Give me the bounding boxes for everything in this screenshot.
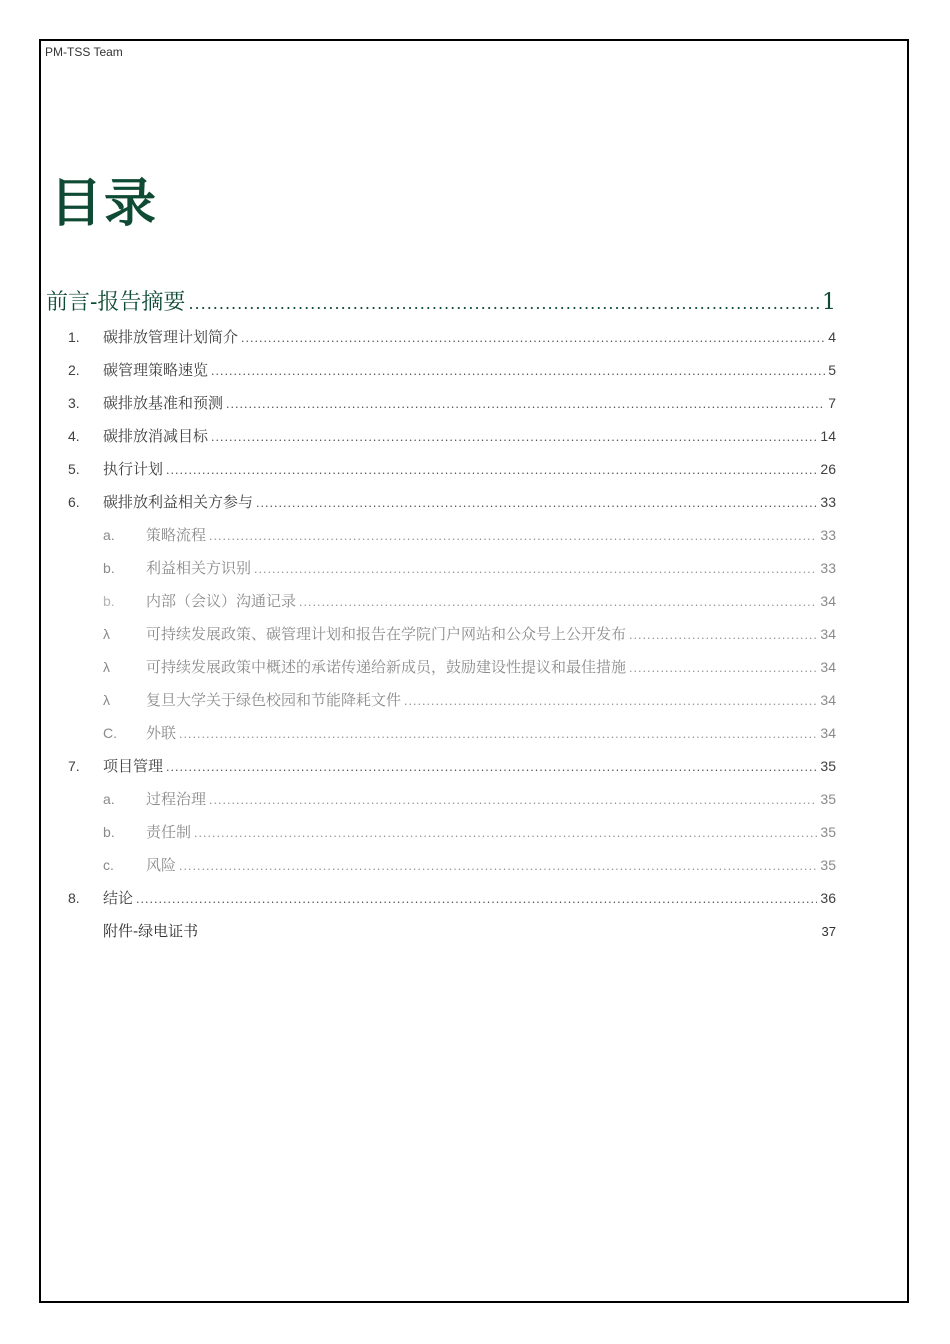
toc-entry-bullet: λ bbox=[103, 659, 110, 675]
toc-entry-number: 8. bbox=[68, 890, 80, 906]
toc-entry-page: 7 bbox=[828, 395, 836, 411]
toc-entry-number: b. bbox=[103, 560, 115, 576]
toc-entry-label: 过程治理 bbox=[146, 790, 207, 808]
toc-entry[interactable] bbox=[68, 755, 836, 775]
toc-entry-page: 5 bbox=[828, 362, 836, 378]
toc-leader-dots bbox=[209, 794, 817, 807]
toc-entry-label: 碳管理策略速览 bbox=[103, 361, 209, 379]
toc-entry-page: 35 bbox=[820, 824, 836, 840]
toc-entry-number: b. bbox=[103, 824, 115, 840]
toc-entry-page: 33 bbox=[820, 560, 836, 576]
toc-entry-page: 36 bbox=[820, 890, 836, 906]
toc-entry-label: 项目管理 bbox=[103, 757, 164, 775]
toc-leader-dots bbox=[226, 398, 825, 411]
toc-entry-label: 碳排放管理计划简介 bbox=[103, 328, 239, 346]
toc-subentry[interactable] bbox=[103, 854, 836, 874]
toc-entry-number: C. bbox=[103, 725, 117, 741]
toc-entry-appendix[interactable] bbox=[103, 920, 836, 940]
toc-leader-dots bbox=[166, 464, 817, 477]
toc-leader-dots bbox=[179, 728, 817, 741]
toc-entry-label: 前言-报告摘要 bbox=[46, 290, 186, 315]
toc-entry-number: 6. bbox=[68, 494, 80, 510]
toc-leader-dots bbox=[299, 596, 817, 609]
toc-entry-page: 1 bbox=[822, 290, 836, 315]
toc-leader-dots bbox=[629, 629, 817, 642]
toc-entry[interactable] bbox=[68, 392, 836, 412]
toc-entry-page: 34 bbox=[820, 725, 836, 741]
toc-entry-page: 34 bbox=[820, 692, 836, 708]
toc-entry-label: 责任制 bbox=[146, 823, 192, 841]
toc-entry-label: 碳排放基准和预测 bbox=[103, 394, 224, 412]
toc-leader-dots bbox=[256, 497, 817, 510]
toc-entry-page: 34 bbox=[820, 593, 836, 609]
toc-entry[interactable] bbox=[68, 887, 836, 907]
toc-entry-label: 外联 bbox=[146, 724, 177, 742]
toc-subentry[interactable] bbox=[103, 821, 836, 841]
toc-entry-label: 执行计划 bbox=[103, 460, 164, 478]
toc-entry-label: 策略流程 bbox=[146, 526, 207, 544]
toc-subentry[interactable] bbox=[103, 656, 836, 676]
toc-entry[interactable] bbox=[68, 458, 836, 478]
toc-leader-dots bbox=[188, 294, 819, 313]
header-team-label: PM-TSS Team bbox=[45, 45, 123, 59]
toc-leader-dots bbox=[211, 431, 817, 444]
toc-entry-bullet: λ bbox=[103, 626, 110, 642]
toc-entry-page: 26 bbox=[820, 461, 836, 477]
toc-entry-number: c. bbox=[103, 857, 114, 873]
toc-entry-page: 34 bbox=[820, 626, 836, 642]
toc-leader-dots bbox=[209, 530, 817, 543]
toc-subentry[interactable] bbox=[103, 722, 836, 742]
toc-leader-dots bbox=[211, 365, 825, 378]
toc-subentry[interactable] bbox=[103, 788, 836, 808]
toc-leader-dots bbox=[179, 860, 817, 873]
toc-entry-page: 35 bbox=[820, 758, 836, 774]
toc-entry[interactable] bbox=[68, 359, 836, 379]
toc-entry-number: 4. bbox=[68, 428, 80, 444]
toc-entry[interactable] bbox=[68, 425, 836, 445]
toc-entry-label: 风险 bbox=[146, 856, 177, 874]
toc-entry-page: 35 bbox=[820, 791, 836, 807]
toc-entry-label: 结论 bbox=[103, 889, 134, 907]
toc-entry-label: 内部（会议）沟通记录 bbox=[146, 592, 297, 610]
toc-subentry[interactable] bbox=[103, 623, 836, 643]
toc-leader-dots bbox=[254, 563, 817, 576]
toc-entry-number: 5. bbox=[68, 461, 80, 477]
toc-entry-page: 33 bbox=[820, 527, 836, 543]
toc-entry-label: 可持续发展政策、碳管理计划和报告在学院门户网站和公众号上公开发布 bbox=[146, 625, 627, 643]
toc-entry-label: 复旦大学关于绿色校园和节能降耗文件 bbox=[146, 691, 402, 709]
toc-entry-page: 37 bbox=[821, 924, 836, 939]
toc-leader-dots bbox=[136, 893, 817, 906]
toc-entry-label: 利益相关方识别 bbox=[146, 559, 252, 577]
toc-entry-number: a. bbox=[103, 791, 115, 807]
toc-entry-number: b. bbox=[103, 593, 115, 609]
toc-entry[interactable] bbox=[68, 326, 836, 346]
toc-entry-number: a. bbox=[103, 527, 115, 543]
toc-entry-preface[interactable] bbox=[46, 285, 836, 315]
toc-entry-page: 4 bbox=[828, 329, 836, 345]
toc-subentry[interactable] bbox=[103, 557, 836, 577]
toc-subentry[interactable] bbox=[103, 590, 836, 610]
toc-subentry[interactable] bbox=[103, 689, 836, 709]
toc-leader-dots bbox=[194, 827, 817, 840]
toc-entry-label: 碳排放消减目标 bbox=[103, 427, 209, 445]
toc-entry-number: 2. bbox=[68, 362, 80, 378]
toc-entry-number: 3. bbox=[68, 395, 80, 411]
toc-entry-label: 碳排放利益相关方参与 bbox=[103, 493, 254, 511]
toc-entry-number: 7. bbox=[68, 758, 80, 774]
toc-entry-label: 可持续发展政策中概述的承诺传递给新成员，鼓励建设性提议和最佳措施 bbox=[146, 658, 627, 676]
toc-entry-page: 35 bbox=[820, 857, 836, 873]
toc-entry[interactable] bbox=[68, 491, 836, 511]
toc-entry-number: 1. bbox=[68, 329, 80, 345]
toc-entry-page: 14 bbox=[820, 428, 836, 444]
toc-leader-dots bbox=[629, 662, 817, 675]
toc-leader-dots bbox=[166, 761, 817, 774]
toc-entry-bullet: λ bbox=[103, 692, 110, 708]
toc-entry-page: 34 bbox=[820, 659, 836, 675]
toc-leader-dots bbox=[404, 695, 817, 708]
toc-entry-label: 附件-绿电证书 bbox=[103, 922, 199, 940]
toc-title: 目录 bbox=[50, 174, 159, 234]
toc-entry-page: 33 bbox=[820, 494, 836, 510]
toc-leader-dots bbox=[241, 332, 825, 345]
toc-subentry[interactable] bbox=[103, 524, 836, 544]
